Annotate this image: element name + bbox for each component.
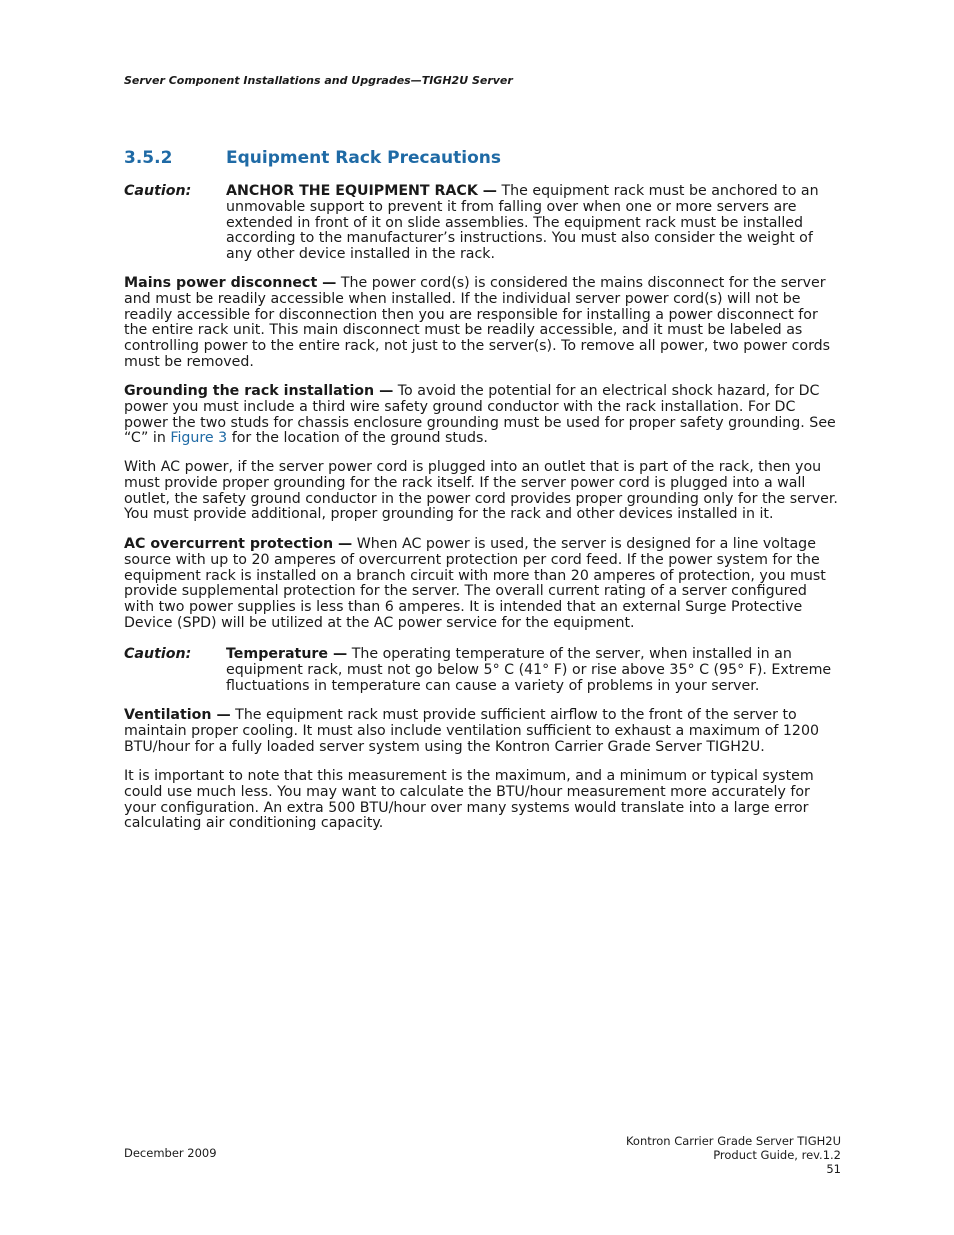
footer-product: Kontron Carrier Grade Server TIGH2U xyxy=(625,1134,841,1148)
footer-guide: Product Guide, rev.1.2 xyxy=(713,1148,841,1162)
ac-power-paragraph: With AC power, if the server power cord is plugged into an outlet that is part of the rack, then you must provide proper grounding for the rack itself. If the server power cord is plugged into a wall outlet, the safety ground conductor in the power cord provides proper grounding only for the server. You must provide additional, proper grounding for the rack and other devices installed in it. xyxy=(124,459,838,523)
mains-lead: Mains power disconnect — xyxy=(124,275,337,291)
temperature-lead: Temperature — xyxy=(226,646,348,662)
caution-label: Caution: xyxy=(124,183,192,199)
section-title: Equipment Rack Precautions xyxy=(226,148,502,168)
caution-anchor xyxy=(124,184,840,263)
ventilation-paragraph xyxy=(124,708,840,755)
measurement-paragraph: It is important to note that this measurement is the maximum, and a minimum or typical system could use much less. You may want to calculate the BTU/hour measurement more accurately for your configuration. An extra 500 BTU/hour over many systems would translate into a large error calculating air conditioning capacity. xyxy=(124,768,814,832)
page-number: 51 xyxy=(826,1162,841,1176)
grounding-lead: Grounding the rack installation — xyxy=(124,383,394,399)
ventilation-lead: Ventilation — xyxy=(124,707,231,723)
caution-temperature xyxy=(124,647,840,694)
overcurrent-paragraph xyxy=(124,537,840,632)
section-heading xyxy=(124,148,501,168)
overcurrent-lead: AC overcurrent protection — xyxy=(124,536,353,552)
section-number: 3.5.2 xyxy=(124,148,173,168)
overcurrent-text: When AC power is used, the server is designed for a line voltage source with up to 20 amperes of overcurrent protection per cord feed. If the power system for the equipment rack is installed on a branch circuit with more than 20 amperes of protection, you must provide supplemental protection for the server. The overall current rating of a server configured with two power supplies is less than 6 amperes. It is intended that an external Surge Protective Device (SPD) will be utilized at the AC power service for the equipment. xyxy=(124,536,826,631)
grounding-text-2: for the location of the ground studs. xyxy=(227,430,488,447)
caution-text: The equipment rack must be anchored to an unmovable support to prevent it from falling over when one or more servers are extended in front of it on slide assemblies. The equipment rack must be installed according to the manufacturer’s instructions. You must also consider the weight of any other device installed in the rack. xyxy=(226,183,819,263)
ventilation-text: The equipment rack must provide sufficient airflow to the front of the server to maintain proper cooling. It must also include ventilation sufficient to exhaust a maximum of 1200 BTU/hour for a fully loaded server system using the Kontron Carrier Grade Server TIGH2U. xyxy=(124,707,819,755)
mains-paragraph xyxy=(124,276,840,371)
grounding-text-1: To avoid the potential for an electrical shock hazard, for DC power you must include a third wire safety ground conductor with the rack installation. For DC power the two studs for chassis enclosure grounding must be used for proper safety grounding. See “C” in xyxy=(124,383,836,447)
running-header: Server Component Installations and Upgrades—TIGH2U Server xyxy=(124,74,513,87)
temperature-text: The operating temperature of the server, when installed in an equipment rack, must not go below 5° C (41° F) or rise above 35° C (95° F). Extreme fluctuations in temperature can cause a variety of problems in your server. xyxy=(226,646,832,694)
grounding-paragraph xyxy=(124,384,840,447)
footer-date: December 2009 xyxy=(124,1146,217,1160)
footer-product-info xyxy=(626,1134,841,1176)
caution-lead: ANCHOR THE EQUIPMENT RACK — xyxy=(226,183,497,199)
mains-text: The power cord(s) is considered the mains disconnect for the server and must be readily accessible when installed. If the individual server power cord(s) will not be readily accessible for disconnection then you are responsible for installing a power disconnect for the entire rack unit. This main disconnect must be readily accessible, and it must be labeled as controlling power to the entire rack, not just to the server(s). To remove all power, two power cords must be removed. xyxy=(124,275,831,370)
figure-3-link[interactable]: Figure 3 xyxy=(170,430,228,447)
caution-label: Caution: xyxy=(124,646,192,662)
